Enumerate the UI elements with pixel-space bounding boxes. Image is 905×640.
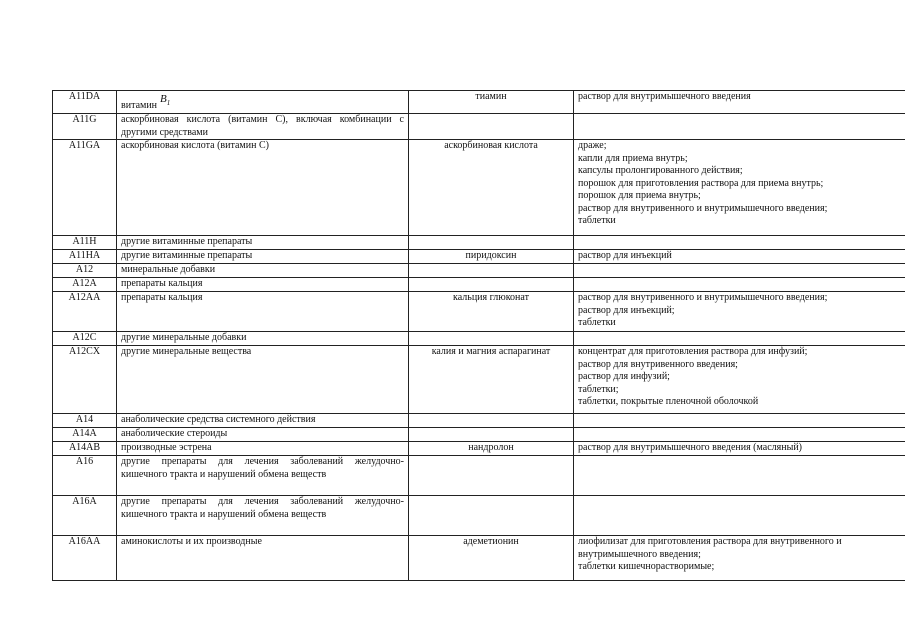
substance-cell	[409, 414, 574, 428]
dosage-form-line: драже;	[578, 140, 607, 151]
table-row	[53, 114, 905, 140]
table-row	[53, 536, 905, 581]
dosage-form-cell	[574, 442, 905, 456]
group-name-cell: препараты кальция	[117, 278, 409, 292]
group-name-cell: анаболические средства системного действия	[117, 414, 409, 428]
substance-cell	[409, 332, 574, 346]
atc-code-cell: A12AA	[53, 292, 117, 332]
group-name-cell: производные эстрена	[117, 442, 409, 456]
group-name-cell: минеральные добавки	[117, 264, 409, 278]
dosage-form-cell	[574, 278, 905, 292]
substance-cell: нандролон	[409, 442, 574, 456]
dosage-form-line: раствор для внутривенного введения;	[578, 358, 738, 370]
atc-code-cell: A11G	[53, 114, 117, 140]
dosage-form-line: таблетки, покрытые пленочной оболочкой	[578, 396, 759, 407]
substance-cell	[409, 496, 574, 536]
table-row	[53, 250, 905, 264]
group-name-cell: аминокислоты и их производные	[117, 536, 409, 581]
atc-code-cell: A12	[53, 264, 117, 278]
atc-code-cell: A14	[53, 414, 117, 428]
substance-cell: аскорбиновая кислота	[409, 140, 574, 236]
dosage-form-line: капсулы пролонгированного действия;	[578, 165, 743, 176]
dosage-form-cell	[574, 414, 905, 428]
substance-cell: адеметионин	[409, 536, 574, 581]
substance-cell	[409, 114, 574, 140]
dosage-form-line: раствор для инфузий;	[578, 371, 670, 382]
substance-cell	[409, 278, 574, 292]
drug-classification-table	[52, 90, 905, 581]
atc-code-cell: A16AA	[53, 536, 117, 581]
group-name-cell: другие витаминные препараты	[117, 236, 409, 250]
dosage-form-cell	[574, 332, 905, 346]
vitamin-b1-label: витаминB$_1$	[121, 93, 171, 111]
dosage-form-line: раствор для инъекций;	[578, 304, 675, 316]
substance-cell: тиамин	[409, 91, 574, 114]
substance-cell	[409, 264, 574, 278]
table-row	[53, 414, 905, 428]
table-row	[53, 140, 905, 236]
group-name-cell: другие минеральные вещества	[117, 346, 409, 414]
dosage-form-cell	[574, 236, 905, 250]
table-row	[53, 496, 905, 536]
dosage-form-line: раствор для внутримышечного введения (масляный)	[578, 442, 802, 453]
table-row	[53, 428, 905, 442]
dosage-form-line: таблетки	[578, 317, 616, 328]
substance-cell: пиридоксин	[409, 250, 574, 264]
substance-cell: калия и магния аспарагинат	[409, 346, 574, 414]
dosage-form-cell	[574, 496, 905, 536]
dosage-form-cell	[574, 346, 905, 414]
atc-code-cell: A12C	[53, 332, 117, 346]
dosage-form-cell	[574, 140, 905, 236]
group-name-cell: анаболические стероиды	[117, 428, 409, 442]
table-row	[53, 264, 905, 278]
dosage-form-line: концентрат для приготовления раствора для инфузий;	[578, 346, 808, 357]
dosage-form-line: раствор для внутривенного и внутримышечного введения;	[578, 292, 828, 303]
substance-cell	[409, 428, 574, 442]
group-name-cell: препараты кальция	[117, 292, 409, 332]
atc-code-cell: A12A	[53, 278, 117, 292]
group-name-cell: аскорбиновая кислота (витамин C), включая комбинации с другими средствами	[117, 114, 409, 140]
substance-cell: кальция глюконат	[409, 292, 574, 332]
substance-cell	[409, 456, 574, 496]
dosage-form-line: таблетки	[578, 215, 616, 226]
atc-code-cell: A11H	[53, 236, 117, 250]
group-name-cell: другие препараты для лечения заболеваний желудочно-кишечного тракта и нарушений обмена веществ	[117, 456, 409, 496]
dosage-form-cell	[574, 264, 905, 278]
table-row	[53, 292, 905, 332]
dosage-form-cell	[574, 250, 905, 264]
dosage-form-cell	[574, 456, 905, 496]
dosage-form-cell	[574, 114, 905, 140]
group-name-cell: другие препараты для лечения заболеваний желудочно-кишечного тракта и нарушений обмена веществ	[117, 496, 409, 536]
dosage-form-cell	[574, 536, 905, 581]
table-body	[53, 91, 905, 581]
substance-cell	[409, 236, 574, 250]
vitamin-b1-symbol: $B_1$	[160, 93, 171, 108]
dosage-form-line: порошок для приема внутрь;	[578, 190, 701, 201]
dosage-form-line: раствор для внутривенного и внутримышечного введения;	[578, 202, 828, 214]
atc-code-cell: A16	[53, 456, 117, 496]
table-row	[53, 442, 905, 456]
group-name-cell: другие витаминные препараты	[117, 250, 409, 264]
dosage-form-line: раствор для внутримышечного введения	[578, 91, 751, 102]
group-name-cell: другие минеральные добавки	[117, 332, 409, 346]
atc-code-cell: A12CX	[53, 346, 117, 414]
atc-code-cell: A16A	[53, 496, 117, 536]
group-name-cell	[117, 91, 409, 114]
table-row	[53, 91, 905, 114]
table-row	[53, 332, 905, 346]
table-row	[53, 456, 905, 496]
atc-code-cell: A14A	[53, 428, 117, 442]
table-row	[53, 346, 905, 414]
atc-code-cell: A14AB	[53, 442, 117, 456]
dosage-form-line: таблетки;	[578, 383, 619, 395]
group-name-cell: аскорбиновая кислота (витамин C)	[117, 140, 409, 236]
dosage-form-line: капли для приема внутрь;	[578, 152, 688, 164]
atc-code-cell: A11GA	[53, 140, 117, 236]
dosage-form-line: лиофилизат для приготовления раствора для внутривенного и внутримышечного введения;	[578, 536, 842, 560]
atc-code-cell: A11HA	[53, 250, 117, 264]
dosage-form-line: раствор для инъекций	[578, 250, 672, 261]
dosage-form-cell	[574, 292, 905, 332]
table-row	[53, 236, 905, 250]
dosage-form-cell	[574, 428, 905, 442]
atc-code-cell: A11DA	[53, 91, 117, 114]
table-row	[53, 278, 905, 292]
dosage-form-line: порошок для приготовления раствора для приема внутрь;	[578, 177, 824, 189]
dosage-form-cell	[574, 91, 905, 114]
dosage-form-line: таблетки кишечнорастворимые;	[578, 561, 715, 572]
